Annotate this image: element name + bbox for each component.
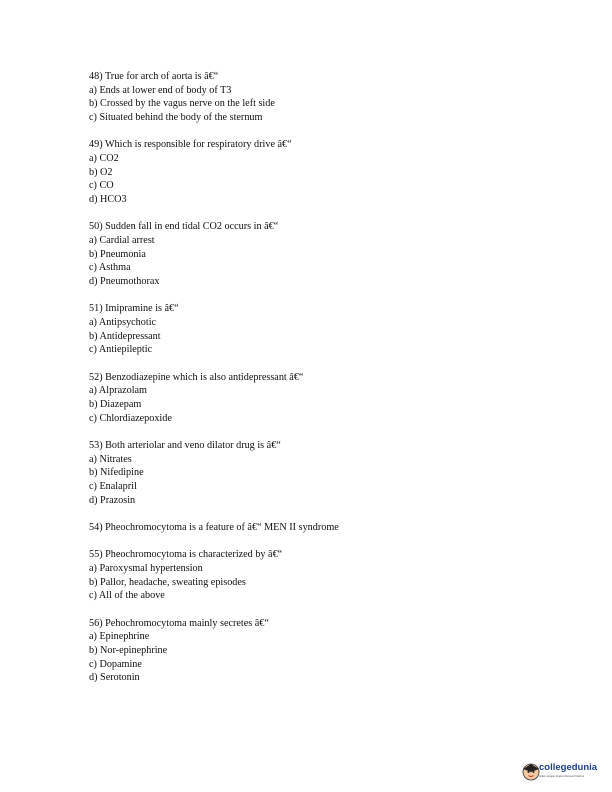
- question-block: [89, 302, 529, 357]
- answer-option: a) CO2: [89, 153, 119, 165]
- question-block: [89, 521, 529, 535]
- answer-option: b) Antidepressant: [89, 330, 161, 342]
- question-list: [89, 70, 529, 699]
- answer-option: b) Pneumonia: [89, 248, 146, 260]
- answer-option: a) Epinephrine: [89, 631, 150, 643]
- question-block: [89, 138, 529, 207]
- question-stem: 51) Imipramine is â€“: [89, 303, 179, 315]
- answer-option: c) Enalapril: [89, 481, 137, 493]
- answer-option: c) Situated behind the body of the sternum: [89, 112, 263, 124]
- answer-option: b) Diazepam: [89, 399, 142, 411]
- answer-option: c) Dopamine: [89, 658, 142, 670]
- answer-option: d) Prazosin: [89, 494, 136, 506]
- answer-option: d) Serotonin: [89, 672, 140, 684]
- answer-option: c) Antiepileptic: [89, 344, 153, 356]
- question-stem: 48) True for arch of aorta is â€“: [89, 71, 219, 82]
- brand-name: collegedunia: [539, 762, 598, 773]
- question-stem: 56) Pehochromocytoma mainly secretes â€“: [89, 617, 269, 629]
- answer-option: a) Nitrates: [89, 453, 132, 465]
- question-stem: 54) Pheochromocytoma is a feature of â€“ MEN II syndrome: [89, 521, 339, 533]
- answer-option: b) Pallor, headache, sweating episodes: [89, 576, 246, 588]
- answer-option: b) Nor-epinephrine: [89, 644, 168, 656]
- question-block: [89, 70, 529, 125]
- answer-option: a) Ends at lower end of body of T3: [89, 84, 232, 96]
- answer-option: a) Cardial arrest: [89, 235, 155, 247]
- answer-option: a) Paroxysmal hypertension: [89, 562, 203, 574]
- question-block: [89, 548, 529, 603]
- answer-option: c) Asthma: [89, 262, 131, 274]
- question-block: [89, 371, 529, 426]
- question-block: [89, 220, 529, 289]
- collegedunia-logo[interactable]: [521, 760, 601, 784]
- answer-option: d) Pneumothorax: [89, 276, 160, 288]
- question-block: [89, 617, 529, 686]
- answer-option: b) O2: [89, 166, 113, 178]
- question-stem: 49) Which is responsible for respiratory drive â€“: [89, 139, 292, 151]
- question-block: [89, 439, 529, 508]
- answer-option: b) Nifedipine: [89, 467, 144, 479]
- answer-option: b) Crossed by the vagus nerve on the left side: [89, 98, 275, 110]
- question-stem: 55) Pheochromocytoma is characterized by â€“: [89, 549, 283, 561]
- answer-option: c) Chlordiazepoxide: [89, 412, 172, 424]
- answer-option: a) Alprazolam: [89, 385, 147, 397]
- answer-option: d) HCO3: [89, 194, 127, 206]
- answer-option: c) CO: [89, 180, 114, 192]
- question-stem: 52) Benzodiazepine which is also antidepressant â€“: [89, 371, 304, 383]
- question-stem: 50) Sudden fall in end tidal CO2 occurs in â€“: [89, 221, 279, 233]
- question-stem: 53) Both arteriolar and veno dilator drug is â€“: [89, 439, 281, 451]
- answer-option: c) All of the above: [89, 590, 165, 602]
- brand-tagline: India's largest Student Review Platform: [539, 775, 585, 778]
- answer-option: a) Antipsychotic: [89, 317, 157, 329]
